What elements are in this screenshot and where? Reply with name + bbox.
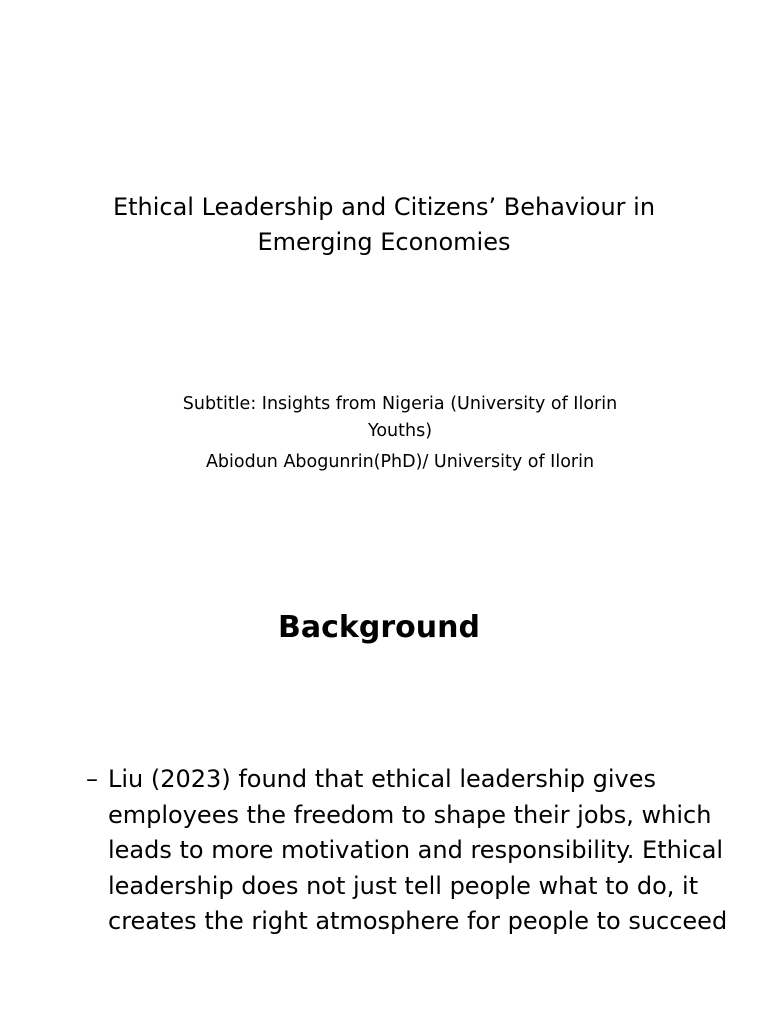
background-slide [0,512,768,1024]
dash-bullet-icon: – [86,765,98,793]
bullet-item [86,762,736,940]
subtitle-block [160,391,640,476]
author-affiliation: Abiodun Abogunrin(PhD)/ University of Ilorin [205,452,595,472]
bullet-text: Liu (2023) found that ethical leadership gives employees the freedom to shape their jobs, which leads to more motivation and responsibility. Ethical leadership does not just tell people what to do, it creates the right atmosphere for people to succeed [108,765,728,935]
subtitle-text: Subtitle: Insights from Nigeria (University of Ilorin Youths) [182,394,618,441]
presentation-title: Ethical Leadership and Citizens’ Behaviour in Emerging Economies [112,193,656,256]
slide-heading: Background [278,610,480,645]
bullet-list [86,762,736,940]
